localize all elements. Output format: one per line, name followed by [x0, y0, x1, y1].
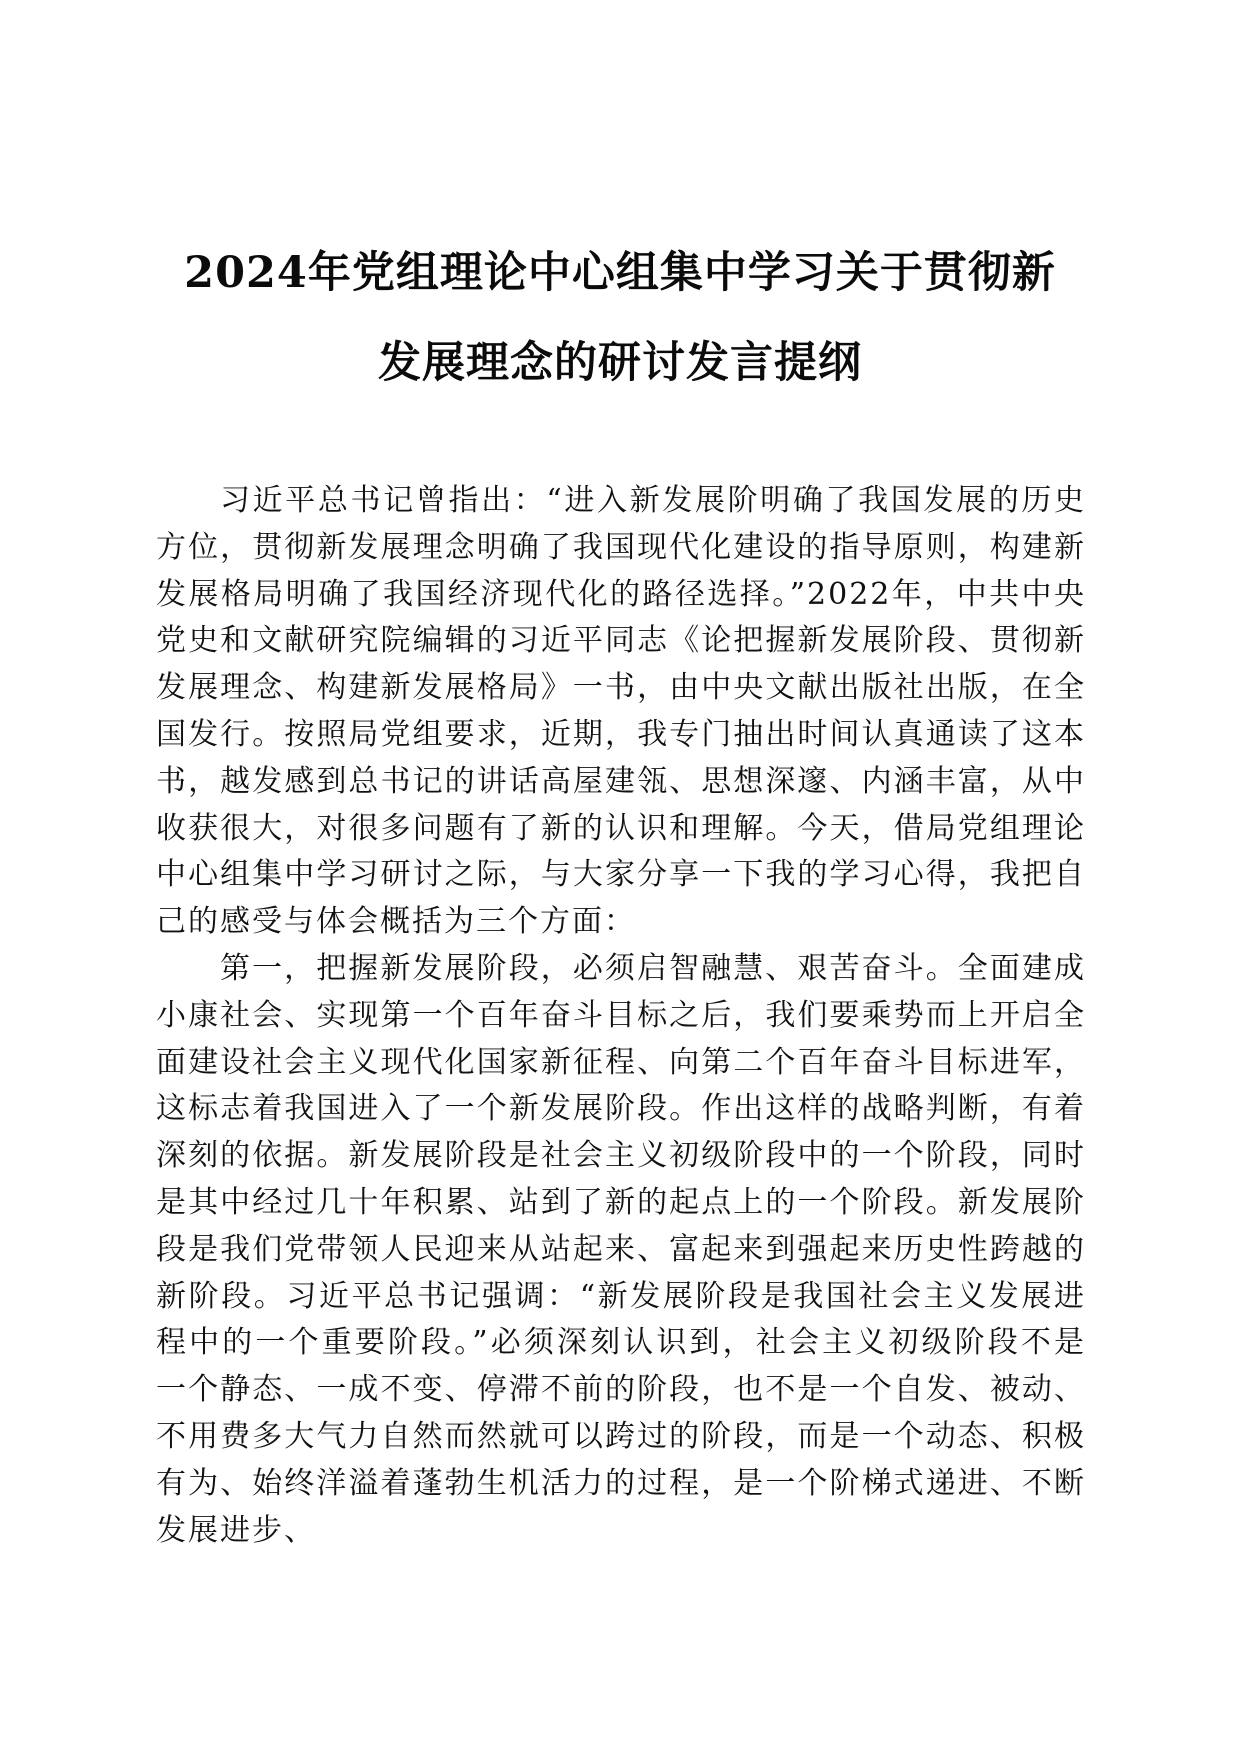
paragraph-intro: 习近平总书记曾指出：“进入新发展阶明确了我国发展的历史方位，贯彻新发展理念明确了我国现代化建设的指导原则，构建新发展格局明确了我国经济现代化的路径选择。”2022年，中共中央党史和文献研究院编辑的习近平同志《论把握新发展阶段、贯彻新发展理念、构建新发展格局》一书，由中央文献出版社出版，在全国发行。按照局党组要求，近期，我专门抽出时间认真通读了这本书，越发感到总书记的讲话高屋建瓴、思想深邃、内涵丰富，从中收获很大，对很多问题有了新的认识和理解。今天，借局党组理论中心组集中学习研讨之际，与大家分享一下我的学习心得，我把自己的感受与体会概括为三个方面： [156, 483, 1086, 940]
document-body [156, 478, 1086, 1554]
title-line-2: 发展理念的研讨发言提纲 [378, 338, 862, 388]
title-line-1: 2024年党组理论中心组集中学习关于贯彻新 [184, 248, 1056, 298]
paragraph-first-point: 第一，把握新发展阶段，必须启智融慧、艰苦奋斗。全面建成小康社会、实现第一个百年奋斗目标之后，我们要乘势而上开启全面建设社会主义现代化国家新征程、向第二个百年奋斗目标进军，这标志着我国进入了一个新发展阶段。作出这样的战略判断，有着深刻的依据。新发展阶段是社会主义初级阶段中的一个阶段，同时是其中经过几十年积累、站到了新的起点上的一个阶段。新发展阶段是我们党带领人民迎来从站起来、富起来到强起来历史性跨越的新阶段。习近平总书记强调：“新发展阶段是我国社会主义发展进程中的一个重要阶段。”必须深刻认识到，社会主义初级阶段不是一个静态、一成不变、停滞不前的阶段，也不是一个自发、被动、不用费多大气力自然而然就可以跨过的阶段，而是一个动态、积极有为、始终洋溢着蓬勃生机活力的过程，是一个阶梯式递进、不断发展进步、 [156, 950, 1086, 1548]
document-title [150, 228, 1090, 408]
